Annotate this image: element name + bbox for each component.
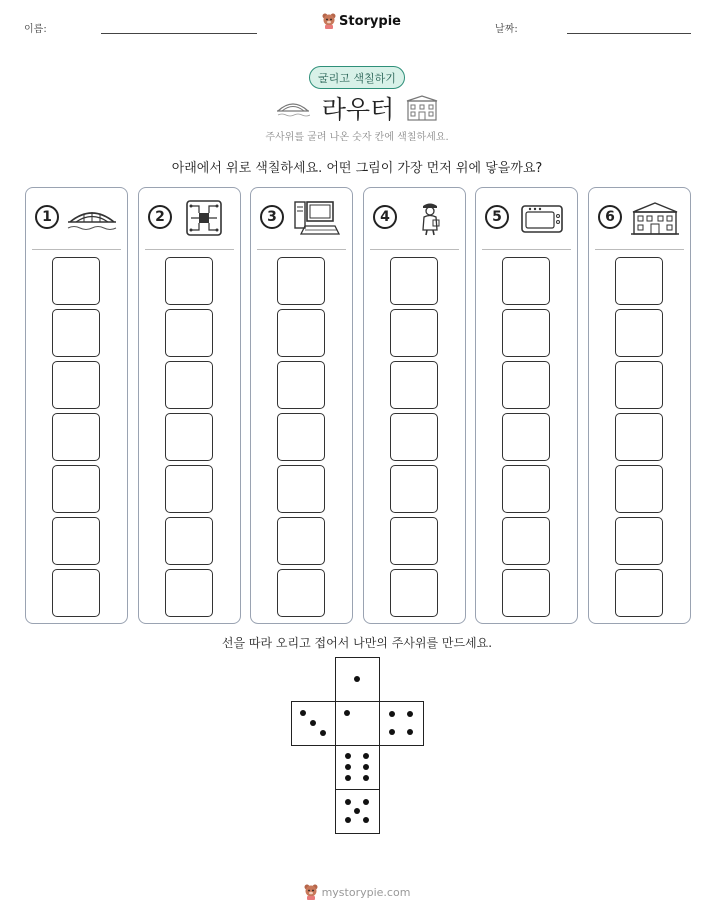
color-cell[interactable]	[615, 257, 663, 305]
date-field[interactable]	[567, 33, 691, 34]
column-6	[588, 187, 691, 624]
pip	[363, 753, 369, 759]
column-4	[363, 187, 466, 624]
color-cell[interactable]	[390, 517, 438, 565]
date-label: 날짜:	[495, 24, 518, 35]
dice-face-1-top	[335, 657, 380, 702]
color-cell[interactable]	[615, 361, 663, 409]
column-divider	[32, 249, 121, 250]
color-cell[interactable]	[502, 413, 550, 461]
pip	[363, 817, 369, 823]
computer-icon	[291, 200, 343, 236]
column-divider	[145, 249, 234, 250]
dice-face-1-center	[335, 701, 380, 746]
pip	[389, 729, 395, 735]
pip	[345, 817, 351, 823]
color-cell[interactable]	[615, 465, 663, 513]
bear-logo-icon	[304, 884, 318, 900]
color-cell[interactable]	[165, 413, 213, 461]
column-3	[250, 187, 353, 624]
pip	[363, 775, 369, 781]
question: 아래에서 위로 색칠하세요. 어떤 그림이 가장 먼저 위에 닿을까요?	[171, 161, 543, 176]
color-cell[interactable]	[277, 569, 325, 617]
color-cell[interactable]	[165, 517, 213, 565]
pip	[345, 753, 351, 759]
pip	[363, 764, 369, 770]
color-cell[interactable]	[390, 465, 438, 513]
column-divider	[370, 249, 459, 250]
subtitle: 주사위를 굴려 나온 숫자 칸에 색칠하세요.	[265, 132, 449, 143]
storypie-logo	[322, 13, 401, 29]
color-cell[interactable]	[165, 257, 213, 305]
color-cell[interactable]	[277, 257, 325, 305]
color-cell[interactable]	[615, 569, 663, 617]
postal-worker-icon	[404, 200, 456, 236]
footer-url[interactable]: mystorypie.com	[321, 885, 411, 899]
cut-instruction: 선을 따라 오리고 접어서 나만의 주사위를 만드세요.	[221, 636, 493, 650]
dice-face-6	[335, 745, 380, 790]
column-divider	[257, 249, 346, 250]
column-1	[25, 187, 128, 624]
building-icon	[629, 200, 681, 236]
column-number: 1	[35, 205, 59, 229]
color-cell[interactable]	[277, 465, 325, 513]
bridge-icon	[276, 97, 310, 119]
pip	[344, 710, 350, 716]
color-cell[interactable]	[52, 465, 100, 513]
color-cell[interactable]	[277, 413, 325, 461]
pip	[320, 730, 326, 736]
column-number: 5	[485, 205, 509, 229]
color-cell[interactable]	[390, 569, 438, 617]
column-divider	[482, 249, 571, 250]
column-divider	[595, 249, 684, 250]
building-icon	[406, 95, 438, 121]
column-number: 3	[260, 205, 284, 229]
color-cell[interactable]	[390, 361, 438, 409]
title-row	[0, 90, 714, 126]
color-cell[interactable]	[615, 309, 663, 357]
color-cell[interactable]	[390, 257, 438, 305]
pip	[310, 720, 316, 726]
color-cell[interactable]	[277, 361, 325, 409]
color-cell[interactable]	[165, 569, 213, 617]
color-cell[interactable]	[52, 569, 100, 617]
page-title: 라우터	[321, 95, 395, 124]
column-number: 6	[598, 205, 622, 229]
footer	[0, 884, 714, 900]
color-cell[interactable]	[390, 309, 438, 357]
color-cell[interactable]	[165, 465, 213, 513]
color-cell[interactable]	[502, 361, 550, 409]
color-cell[interactable]	[502, 517, 550, 565]
name-label: 이름:	[24, 24, 47, 35]
column-5	[475, 187, 578, 624]
column-2	[138, 187, 241, 624]
pip	[407, 711, 413, 717]
bridge-icon	[66, 200, 118, 236]
pip	[354, 676, 360, 682]
pip	[345, 764, 351, 770]
pip	[363, 799, 369, 805]
column-number: 2	[148, 205, 172, 229]
circuit-board-icon	[179, 200, 231, 236]
color-cell[interactable]	[277, 517, 325, 565]
dice-face-3-left	[291, 701, 336, 746]
color-cell[interactable]	[165, 361, 213, 409]
color-cell[interactable]	[502, 465, 550, 513]
bear-logo-icon	[322, 13, 336, 29]
column-number: 4	[373, 205, 397, 229]
color-cell[interactable]	[502, 257, 550, 305]
pip	[407, 729, 413, 735]
color-cell[interactable]	[502, 569, 550, 617]
pip	[354, 808, 360, 814]
pip	[345, 799, 351, 805]
pip	[345, 775, 351, 781]
name-field[interactable]	[101, 33, 257, 34]
color-cell[interactable]	[615, 413, 663, 461]
activity-badge: 굴리고 색칠하기	[309, 66, 405, 89]
dice-face-5	[335, 789, 380, 834]
dice-face-4-right	[379, 701, 424, 746]
color-cell[interactable]	[615, 517, 663, 565]
color-cell[interactable]	[52, 517, 100, 565]
color-cell[interactable]	[502, 309, 550, 357]
color-cell[interactable]	[277, 309, 325, 357]
color-cell[interactable]	[165, 309, 213, 357]
logo-text: Storypie	[339, 13, 401, 29]
pip	[300, 710, 306, 716]
color-cell[interactable]	[52, 361, 100, 409]
color-cell[interactable]	[52, 257, 100, 305]
microwave-icon	[516, 200, 568, 236]
color-cell[interactable]	[52, 413, 100, 461]
color-cell[interactable]	[52, 309, 100, 357]
pip	[389, 711, 395, 717]
color-cell[interactable]	[390, 413, 438, 461]
